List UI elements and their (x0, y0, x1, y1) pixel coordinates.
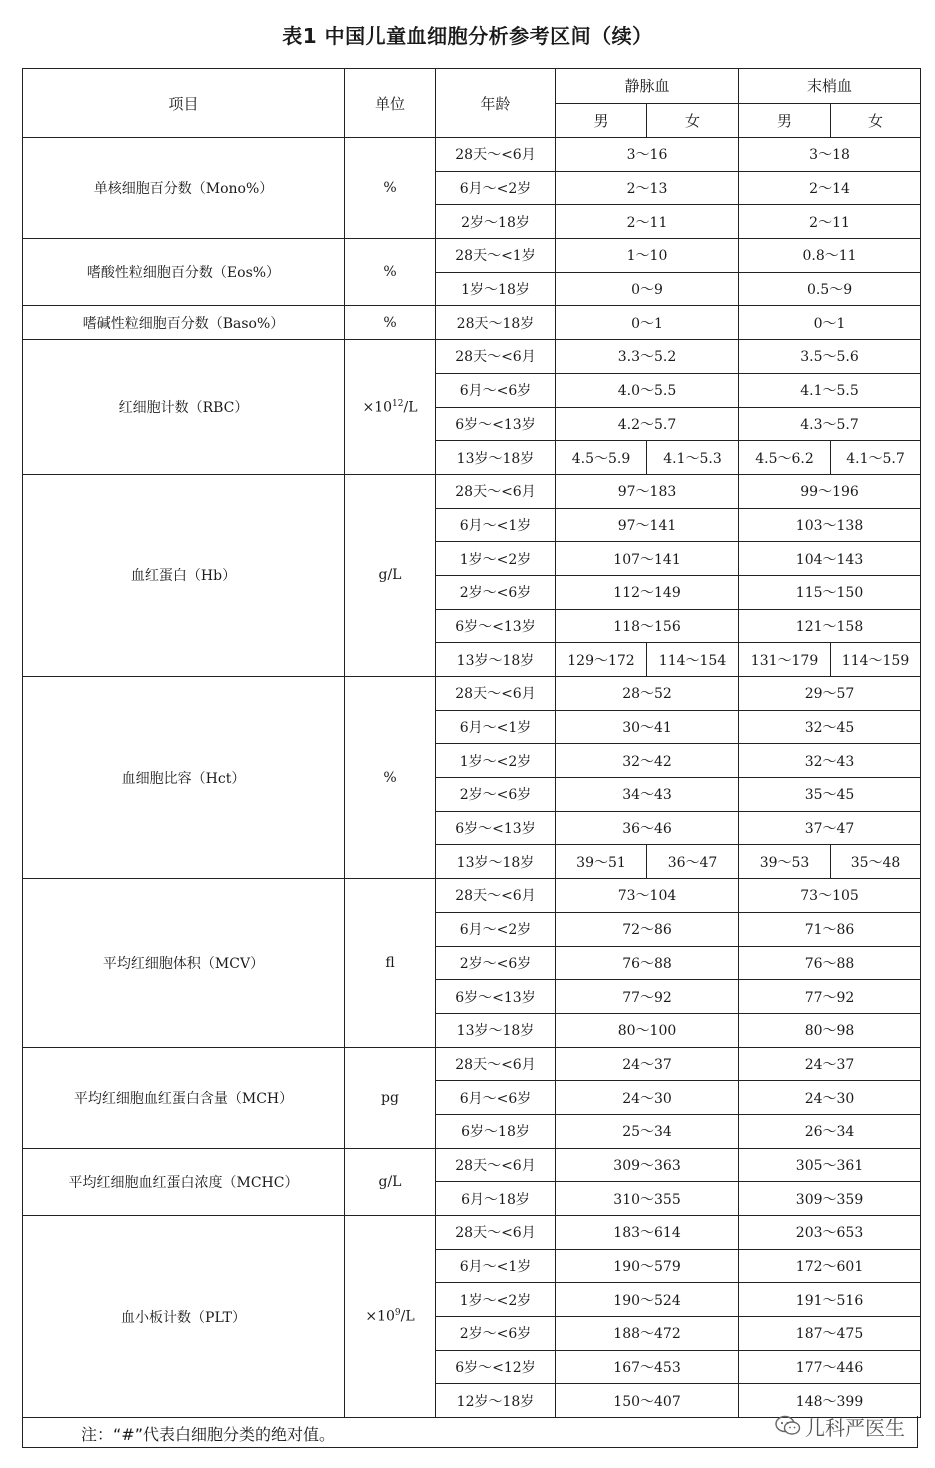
unit-tail: /L (400, 1308, 415, 1325)
age-cell: 6月～<1岁 (436, 1249, 556, 1283)
age-cell: 6月～<1岁 (436, 710, 556, 744)
table-row (23, 879, 921, 913)
unit-cell: % (345, 138, 436, 239)
age-cell: 28天～<1岁 (436, 239, 556, 273)
age-cell: 2岁～<6岁 (436, 575, 556, 609)
venous-value-cell: 73～104 (556, 879, 739, 913)
age-cell: 1岁～18岁 (436, 272, 556, 306)
venous-female-value-cell: 36～47 (647, 845, 739, 879)
peripheral-female-value-cell: 114～159 (831, 643, 921, 677)
peripheral-value-cell: 148～399 (739, 1384, 921, 1418)
item-name-cell: 嗜酸性粒细胞百分数（Eos%） (23, 239, 345, 306)
age-cell: 6岁～<13岁 (436, 407, 556, 441)
peripheral-female-value-cell: 35～48 (831, 845, 921, 879)
peripheral-value-cell: 37～47 (739, 811, 921, 845)
venous-value-cell: 310～355 (556, 1182, 739, 1216)
age-cell: 1岁～<2岁 (436, 542, 556, 576)
age-cell: 1岁～<2岁 (436, 744, 556, 778)
age-cell: 6岁～<12岁 (436, 1350, 556, 1384)
table-row (23, 1148, 921, 1182)
item-name-cell: 单核细胞百分数（Mono%） (23, 138, 345, 239)
age-cell: 28天～<6月 (436, 1148, 556, 1182)
peripheral-value-cell: 24～37 (739, 1047, 921, 1081)
venous-value-cell: 4.0～5.5 (556, 373, 739, 407)
age-cell: 2岁～<6岁 (436, 778, 556, 812)
peripheral-value-cell: 35～45 (739, 778, 921, 812)
watermark (775, 1410, 905, 1442)
header-age: 年龄 (436, 69, 556, 138)
venous-value-cell: 4.2～5.7 (556, 407, 739, 441)
age-cell: 2岁～18岁 (436, 205, 556, 239)
peripheral-value-cell: 0.8～11 (739, 239, 921, 273)
venous-value-cell: 188～472 (556, 1317, 739, 1351)
reference-table (22, 68, 921, 1418)
age-cell: 13岁～18岁 (436, 845, 556, 879)
peripheral-value-cell: 115～150 (739, 575, 921, 609)
peripheral-value-cell: 29～57 (739, 677, 921, 711)
item-name-cell: 嗜碱性粒细胞百分数（Baso%） (23, 306, 345, 340)
unit-cell: % (345, 677, 436, 879)
peripheral-male-value-cell: 4.5～6.2 (739, 441, 831, 475)
peripheral-value-cell: 172～601 (739, 1249, 921, 1283)
unit-cell: % (345, 239, 436, 306)
venous-value-cell: 30～41 (556, 710, 739, 744)
unit-cell: g/L (345, 474, 436, 676)
venous-value-cell: 2～11 (556, 205, 739, 239)
peripheral-value-cell: 191～516 (739, 1283, 921, 1317)
item-name-cell: 血红蛋白（Hb） (23, 474, 345, 676)
age-cell: 1岁～<2岁 (436, 1283, 556, 1317)
age-cell: 6月～<2岁 (436, 912, 556, 946)
age-cell: 13岁～18岁 (436, 1013, 556, 1047)
peripheral-value-cell: 104～143 (739, 542, 921, 576)
age-cell: 28天～<6月 (436, 474, 556, 508)
venous-male-value-cell: 4.5～5.9 (556, 441, 647, 475)
peripheral-value-cell: 0.5～9 (739, 272, 921, 306)
peripheral-value-cell: 3～18 (739, 138, 921, 172)
unit-cell: g/L (345, 1148, 436, 1215)
venous-value-cell: 80～100 (556, 1013, 739, 1047)
venous-value-cell: 72～86 (556, 912, 739, 946)
peripheral-value-cell: 2～14 (739, 171, 921, 205)
age-cell: 6月～<6岁 (436, 373, 556, 407)
header-venous-male: 男 (556, 103, 647, 138)
age-cell: 6岁～<13岁 (436, 980, 556, 1014)
age-cell: 13岁～18岁 (436, 643, 556, 677)
venous-value-cell: 28～52 (556, 677, 739, 711)
venous-value-cell: 97～141 (556, 508, 739, 542)
unit-cell: fl (345, 879, 436, 1047)
peripheral-value-cell: 73～105 (739, 879, 921, 913)
peripheral-value-cell: 32～43 (739, 744, 921, 778)
peripheral-value-cell: 80～98 (739, 1013, 921, 1047)
peripheral-female-value-cell: 4.1～5.7 (831, 441, 921, 475)
peripheral-value-cell: 24～30 (739, 1081, 921, 1115)
age-cell: 28天～<6月 (436, 677, 556, 711)
wechat-icon (775, 1415, 801, 1437)
unit-cell: pg (345, 1047, 436, 1148)
age-cell: 28天～18岁 (436, 306, 556, 340)
peripheral-value-cell: 2～11 (739, 205, 921, 239)
age-cell: 2岁～<6岁 (436, 1317, 556, 1351)
item-name-cell: 红细胞计数（RBC） (23, 340, 345, 475)
header-venous: 静脉血 (556, 69, 739, 104)
unit-exponent: 12 (392, 398, 404, 409)
item-name-cell: 平均红细胞血红蛋白浓度（MCHC） (23, 1148, 345, 1215)
table-row (23, 677, 921, 711)
peripheral-value-cell: 4.1～5.5 (739, 373, 921, 407)
table-note: 注：“#”代表白细胞分类的绝对值。 (81, 1425, 335, 1444)
item-name-cell: 血小板计数（PLT） (23, 1216, 345, 1418)
peripheral-value-cell: 203～653 (739, 1216, 921, 1250)
venous-value-cell: 0～9 (556, 272, 739, 306)
watermark-text: 儿科严医生 (805, 1415, 905, 1440)
table-row (23, 138, 921, 172)
venous-value-cell: 36～46 (556, 811, 739, 845)
peripheral-value-cell: 121～158 (739, 609, 921, 643)
venous-value-cell: 150～407 (556, 1384, 739, 1418)
venous-value-cell: 309～363 (556, 1148, 739, 1182)
peripheral-value-cell: 32～45 (739, 710, 921, 744)
unit-base: ×10 (365, 1308, 395, 1325)
venous-value-cell: 76～88 (556, 946, 739, 980)
age-cell: 28天～<6月 (436, 1216, 556, 1250)
age-cell: 13岁～18岁 (436, 441, 556, 475)
peripheral-value-cell: 0～1 (739, 306, 921, 340)
age-cell: 28天～<6月 (436, 340, 556, 374)
venous-value-cell: 25～34 (556, 1114, 739, 1148)
peripheral-value-cell: 71～86 (739, 912, 921, 946)
peripheral-value-cell: 309～359 (739, 1182, 921, 1216)
venous-female-value-cell: 4.1～5.3 (647, 441, 739, 475)
table-title: 表1 中国儿童血细胞分析参考区间（续） (282, 24, 653, 48)
table-row (23, 239, 921, 273)
table-row (23, 474, 921, 508)
venous-value-cell: 3～16 (556, 138, 739, 172)
peripheral-value-cell: 305～361 (739, 1148, 921, 1182)
age-cell: 6岁～18岁 (436, 1114, 556, 1148)
venous-value-cell: 77～92 (556, 980, 739, 1014)
header-unit: 单位 (345, 69, 436, 138)
age-cell: 28天～<6月 (436, 1047, 556, 1081)
venous-female-value-cell: 114～154 (647, 643, 739, 677)
peripheral-value-cell: 4.3～5.7 (739, 407, 921, 441)
venous-value-cell: 118～156 (556, 609, 739, 643)
venous-value-cell: 183～614 (556, 1216, 739, 1250)
age-cell: 2岁～<6岁 (436, 946, 556, 980)
unit-cell (345, 340, 436, 475)
age-cell: 6岁～<13岁 (436, 811, 556, 845)
item-name-cell: 平均红细胞血红蛋白含量（MCH） (23, 1047, 345, 1148)
peripheral-male-value-cell: 39～53 (739, 845, 831, 879)
venous-value-cell: 107～141 (556, 542, 739, 576)
peripheral-value-cell: 76～88 (739, 946, 921, 980)
peripheral-value-cell: 187～475 (739, 1317, 921, 1351)
table-row (23, 306, 921, 340)
age-cell: 28天～<6月 (436, 138, 556, 172)
unit-cell: % (345, 306, 436, 340)
item-name-cell: 血细胞比容（Hct） (23, 677, 345, 879)
unit-cell (345, 1216, 436, 1418)
venous-value-cell: 0～1 (556, 306, 739, 340)
venous-value-cell: 2～13 (556, 171, 739, 205)
unit-tail: /L (403, 399, 418, 416)
age-cell: 6岁～<13岁 (436, 609, 556, 643)
peripheral-male-value-cell: 131～179 (739, 643, 831, 677)
venous-value-cell: 190～579 (556, 1249, 739, 1283)
age-cell: 6月～18岁 (436, 1182, 556, 1216)
age-cell: 6月～<2岁 (436, 171, 556, 205)
peripheral-value-cell: 177～446 (739, 1350, 921, 1384)
item-name-cell: 平均红细胞体积（MCV） (23, 879, 345, 1047)
peripheral-value-cell: 99～196 (739, 474, 921, 508)
venous-value-cell: 1～10 (556, 239, 739, 273)
unit-exponent: 9 (394, 1308, 401, 1319)
table-row (23, 1047, 921, 1081)
venous-value-cell: 24～37 (556, 1047, 739, 1081)
age-cell: 6月～<6岁 (436, 1081, 556, 1115)
venous-value-cell: 24～30 (556, 1081, 739, 1115)
venous-value-cell: 32～42 (556, 744, 739, 778)
header-venous-female: 女 (647, 103, 739, 138)
table-row (23, 1216, 921, 1250)
venous-male-value-cell: 129～172 (556, 643, 647, 677)
venous-male-value-cell: 39～51 (556, 845, 647, 879)
age-cell: 12岁～18岁 (436, 1384, 556, 1418)
venous-value-cell: 97～183 (556, 474, 739, 508)
header-peripheral-female: 女 (831, 103, 921, 138)
age-cell: 6月～<1岁 (436, 508, 556, 542)
unit-base: ×10 (362, 399, 393, 416)
venous-value-cell: 190～524 (556, 1283, 739, 1317)
header-peripheral-male: 男 (739, 103, 831, 138)
peripheral-value-cell: 26～34 (739, 1114, 921, 1148)
age-cell: 28天～<6月 (436, 879, 556, 913)
peripheral-value-cell: 77～92 (739, 980, 921, 1014)
venous-value-cell: 3.3～5.2 (556, 340, 739, 374)
header-item: 项目 (23, 69, 345, 138)
header-peripheral: 末梢血 (739, 69, 921, 104)
table-body (23, 138, 921, 1418)
venous-value-cell: 112～149 (556, 575, 739, 609)
venous-value-cell: 167～453 (556, 1350, 739, 1384)
peripheral-value-cell: 103～138 (739, 508, 921, 542)
table-row (23, 340, 921, 374)
peripheral-value-cell: 3.5～5.6 (739, 340, 921, 374)
venous-value-cell: 34～43 (556, 778, 739, 812)
